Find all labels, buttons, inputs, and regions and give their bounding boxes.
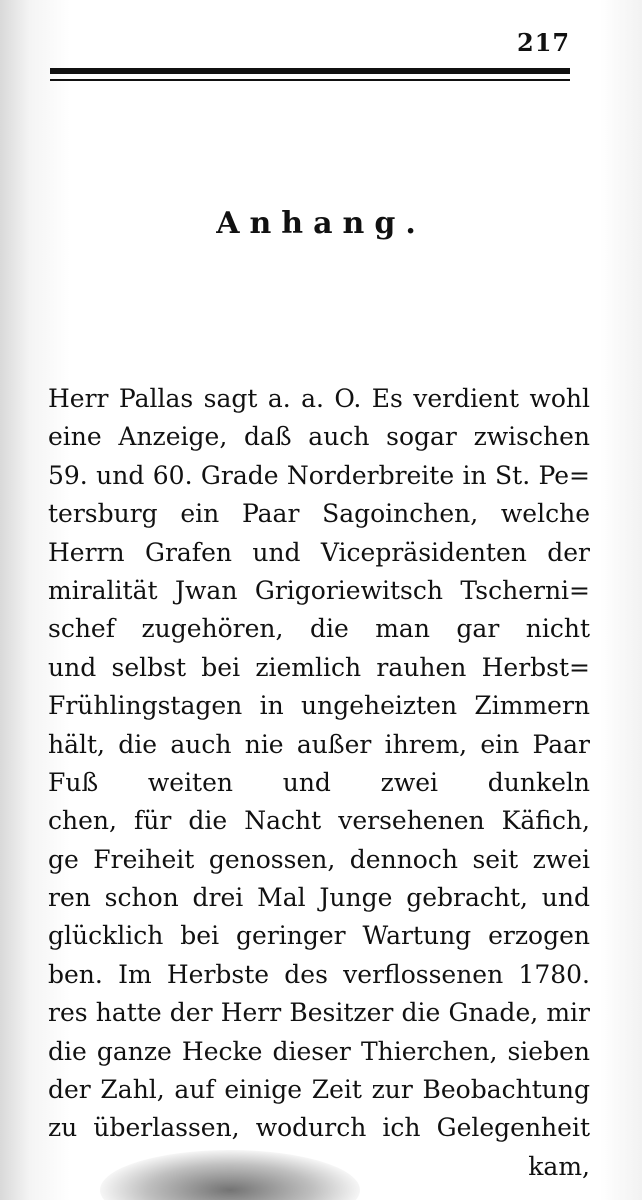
text-line: Fuß weiten und zwei dunkeln: [48, 767, 590, 797]
page-number: 217: [517, 28, 571, 57]
text-line: res hatte der Herr Besitzer die Gnade, mir: [48, 998, 590, 1028]
section-heading: Anhang.: [216, 206, 426, 241]
text-line: zu überlassen, wodurch ich Gelegenheit: [48, 1113, 590, 1143]
text-line: Frühlingstagen in ungeheizten Zimmern: [48, 691, 590, 721]
text-line: schef zugehören, die man gar nicht: [48, 614, 590, 644]
body-paragraph: [48, 380, 590, 1186]
text-line: Herrn Grafen und Vicepräsidenten der: [48, 537, 590, 567]
text-line-catchword: kam,: [528, 1151, 590, 1181]
text-line: und selbst bei ziemlich rauhen Herbst=: [48, 652, 590, 682]
text-line: hält, die auch nie außer ihrem, ein Paar: [48, 729, 590, 759]
text-line: eine Anzeige, daß auch sogar zwischen: [48, 422, 590, 452]
header-rule-thick: [50, 68, 570, 74]
text-line: die ganze Hecke dieser Thierchen, sieben: [48, 1036, 590, 1066]
text-line: tersburg ein Paar Sagoinchen, welche: [48, 499, 590, 529]
text-line: ren schon drei Mal Junge gebracht, und: [48, 883, 590, 913]
text-line: der Zahl, auf einige Zeit zur Beobachtung: [48, 1075, 590, 1105]
text-line: Herr Pallas sagt a. a. O. Es verdient wohl: [48, 384, 590, 413]
text-line: chen, für die Nacht versehenen Käfich,: [48, 806, 590, 836]
text-line: ge Freiheit genossen, dennoch seit zwei: [48, 844, 590, 874]
header-rule-thin: [50, 79, 570, 81]
text-line: glücklich bei geringer Wartung erzogen: [48, 921, 590, 951]
text-line: miralität Jwan Grigoriewitsch Tscherni=: [48, 575, 590, 605]
text-line: ben. Im Herbste des verflossenen 1780.: [48, 959, 590, 989]
text-line: 59. und 60. Grade Norderbreite in St. Pe=: [48, 460, 590, 490]
